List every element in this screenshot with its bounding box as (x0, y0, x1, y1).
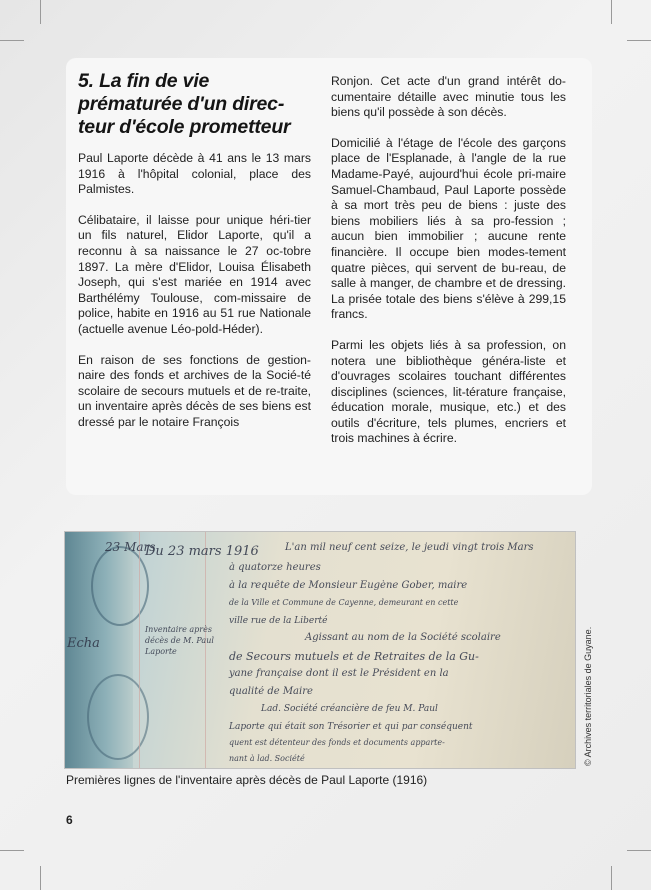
manuscript-line: qualité de Maire (229, 686, 313, 697)
article-heading: 5. La fin de vie prématurée d'un direc-teur d'école prometteur (78, 70, 291, 138)
paragraph: Parmi les objets liés à sa profession, on notera une bibliothèque généra-liste et d'ouvrages scolaires touchant différentes disciplines (sciences, lit-térature française, éducation morale, musique, etc.) et des outils d'écriture, tels plumes, encriers et trois machines à écrire. (331, 337, 566, 446)
stamp-seal-icon (91, 546, 149, 626)
manuscript-line: Agissant au nom de la Société scolaire (305, 632, 501, 643)
manuscript-line: ville rue de la Liberté (229, 616, 328, 626)
manuscript-photo (64, 531, 576, 769)
crop-mark (611, 866, 612, 890)
manuscript-line: quent est détenteur des fonds et documents apparte- (229, 738, 445, 747)
manuscript-line: de la Ville et Commune de Cayenne, demeurant en cette (229, 598, 459, 607)
manuscript-line: yane française dont il est le Président en la (229, 668, 449, 679)
paragraph: En raison de ses fonctions de gestion-naire des fonds et archives de la Socié-té scolaire de secours mutuels et de re-traite, un inventaire après décès de ses biens est dressé par le notaire François (78, 352, 311, 429)
manuscript-line: Du 23 mars 1916 (145, 544, 259, 559)
crop-mark (40, 0, 41, 24)
crop-mark (40, 866, 41, 890)
paragraph: Domicilié à l'étage de l'école des garçons place de l'Esplanade, à l'angle de la rue Madame-Payé, aujourd'hui école pri-maire Samuel-Chambaud, Paul Laporte possède à sa mort très peu de biens : juste des biens mobiliers liés à sa pro-fession ; aucun bien immobilier ; aucune rente financière. Il occupe bien modes-tement quatre pièces, qui servent de bu-reau, de salle à manger, de chambre et de dressing. La prisée totale des biens s'élève à 299,15 francs. (331, 135, 566, 322)
manuscript-line: nant à lad. Société (229, 754, 305, 763)
crop-mark (611, 0, 612, 24)
crop-mark (0, 40, 24, 41)
manuscript-line: 23 Mars (105, 540, 156, 554)
paragraph: Paul Laporte décède à 41 ans le 13 mars 1916 à l'hôpital colonial, place des Palmistes. (78, 151, 311, 197)
manuscript-line: de Secours mutuels et de Retraites de la Gu- (229, 650, 479, 663)
crop-mark (627, 850, 651, 851)
photo-caption: Premières lignes de l'inventaire après décès de Paul Laporte (1916) (66, 773, 428, 787)
page-number: 6 (66, 813, 73, 827)
manuscript-line: Inventaire après décès de M. Paul Laporte (145, 625, 214, 656)
manuscript-line: Laporte qui était son Trésorier et qui par conséquent (229, 722, 473, 732)
manuscript-line: Echa (67, 636, 100, 651)
article-right-column (331, 74, 566, 462)
manuscript-line: L'an mil neuf cent seize, le jeudi vingt trois Mars (285, 542, 534, 553)
paragraph: Ronjon. Cet acte d'un grand intérêt do-cumentaire détaille avec minutie tous les biens qu'il possède à son décès. (331, 74, 566, 120)
manuscript-line: Lad. Société créancière de feu M. Paul (261, 704, 438, 714)
crop-mark (0, 850, 24, 851)
crop-mark (627, 40, 651, 41)
manuscript-line: à quatorze heures (229, 562, 321, 573)
paragraph: Célibataire, il laisse pour unique héri-tier un fils naturel, Elidor Laporte, qu'il a reconnu à sa naissance le 27 oc-tobre 1897. La mère d'Elidor, Louisa Élisabeth Joseph, qui s'est mariée en 1914 avec Barthélémy Toulouse, com-missaire de police, habite en 1916 au 51 rue Nationale (actuelle avenue Léo-pold-Héder). (78, 212, 311, 336)
manuscript-line: à la requête de Monsieur Eugène Gober, maire (229, 580, 468, 591)
photo-credit: © Archives territoriales de Guyane. (583, 626, 593, 766)
ledger-rule (139, 532, 140, 768)
article-left-column (78, 70, 311, 446)
